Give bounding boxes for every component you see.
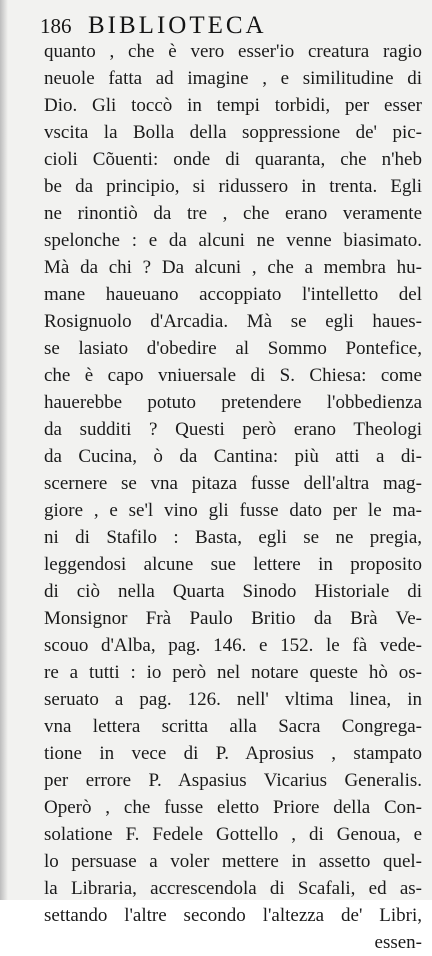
text-line: vna lettera scritta alla Sacra Congrega- <box>44 716 422 737</box>
text-line: per errore P. Aspasius Vicarius Generalis. <box>44 770 422 791</box>
text-line: ne rinontiò da tre , che erano veramente <box>44 203 422 224</box>
text-line: giore , e se'l vino gli fusse dato per le ma- <box>44 500 422 521</box>
text-line: la Libraria, accrescendola di Scafali, ed as- <box>44 878 422 899</box>
catchword: essen- <box>374 932 422 953</box>
text-line: che è capo vniuersale di S. Chiesa: come <box>44 365 422 386</box>
text-line: lo persuase a voler mettere in assetto quel- <box>44 851 422 872</box>
text-line: Operò , che fusse eletto Priore della Con- <box>44 797 422 818</box>
text-line: Monsignor Frà Paulo Britio da Brà Ve- <box>44 608 422 629</box>
text-line: be da principio, si ridussero in trenta. Egli <box>44 176 422 197</box>
text-line: Mà da chi ? Da alcuni , che a membra hu- <box>44 257 422 278</box>
text-line: di ciò nella Quarta Sinodo Historiale di <box>44 581 422 602</box>
text-line: cioli Cõuenti: onde di quaranta, che n'heb <box>44 149 422 170</box>
text-line: mane haueuano accoppiato l'intelletto del <box>44 284 422 305</box>
text-line: settando l'altre secondo l'altezza de' Libri, <box>44 905 422 926</box>
text-line: Dio. Gli toccò in tempi torbidi, per esser <box>44 95 422 116</box>
text-line: seruato a pag. 126. nell' vltima linea, in <box>44 689 422 710</box>
text-line: scouo d'Alba, pag. 146. e 152. le fà vede- <box>44 635 422 656</box>
text-line: hauerebbe potuto pretendere l'obbedienza <box>44 392 422 413</box>
text-line: ni di Stafilo : Basta, egli se ne pregia, <box>44 527 422 548</box>
text-line: spelonche : e da alcuni ne venne biasimato. <box>44 230 422 251</box>
text-line: neuole fatta ad imagine , e similitudine di <box>44 68 422 89</box>
text-line: Rosignuolo d'Arcadia. Mà se egli haues- <box>44 311 422 332</box>
page-number: 186 <box>40 14 72 38</box>
running-head: BIBLIOTECA <box>88 12 267 39</box>
text-line: solatione F. Fedele Gottello , di Genoua, e <box>44 824 422 845</box>
text-line: scernere se vna pitaza fusse dell'altra mag- <box>44 473 422 494</box>
body-text <box>44 38 422 956</box>
text-line: re a tutti : io però nel notare queste hò os- <box>44 662 422 683</box>
text-line: da sudditi ? Questi però erano Theologi <box>44 419 422 440</box>
text-line: vscita la Bolla della soppressione de' pic- <box>44 122 422 143</box>
text-line: leggendosi alcune sue lettere in proposito <box>44 554 422 575</box>
text-line: se lasiato d'obedire al Sommo Pontefice, <box>44 338 422 359</box>
text-line: da Cucina, ò da Cantina: più atti a di- <box>44 446 422 467</box>
text-line: quanto , che è vero esser'io creatura ragio <box>44 41 422 62</box>
text-line: tione in vece di P. Aprosius , stampato <box>44 743 422 764</box>
page-gutter-shadow <box>0 0 8 900</box>
